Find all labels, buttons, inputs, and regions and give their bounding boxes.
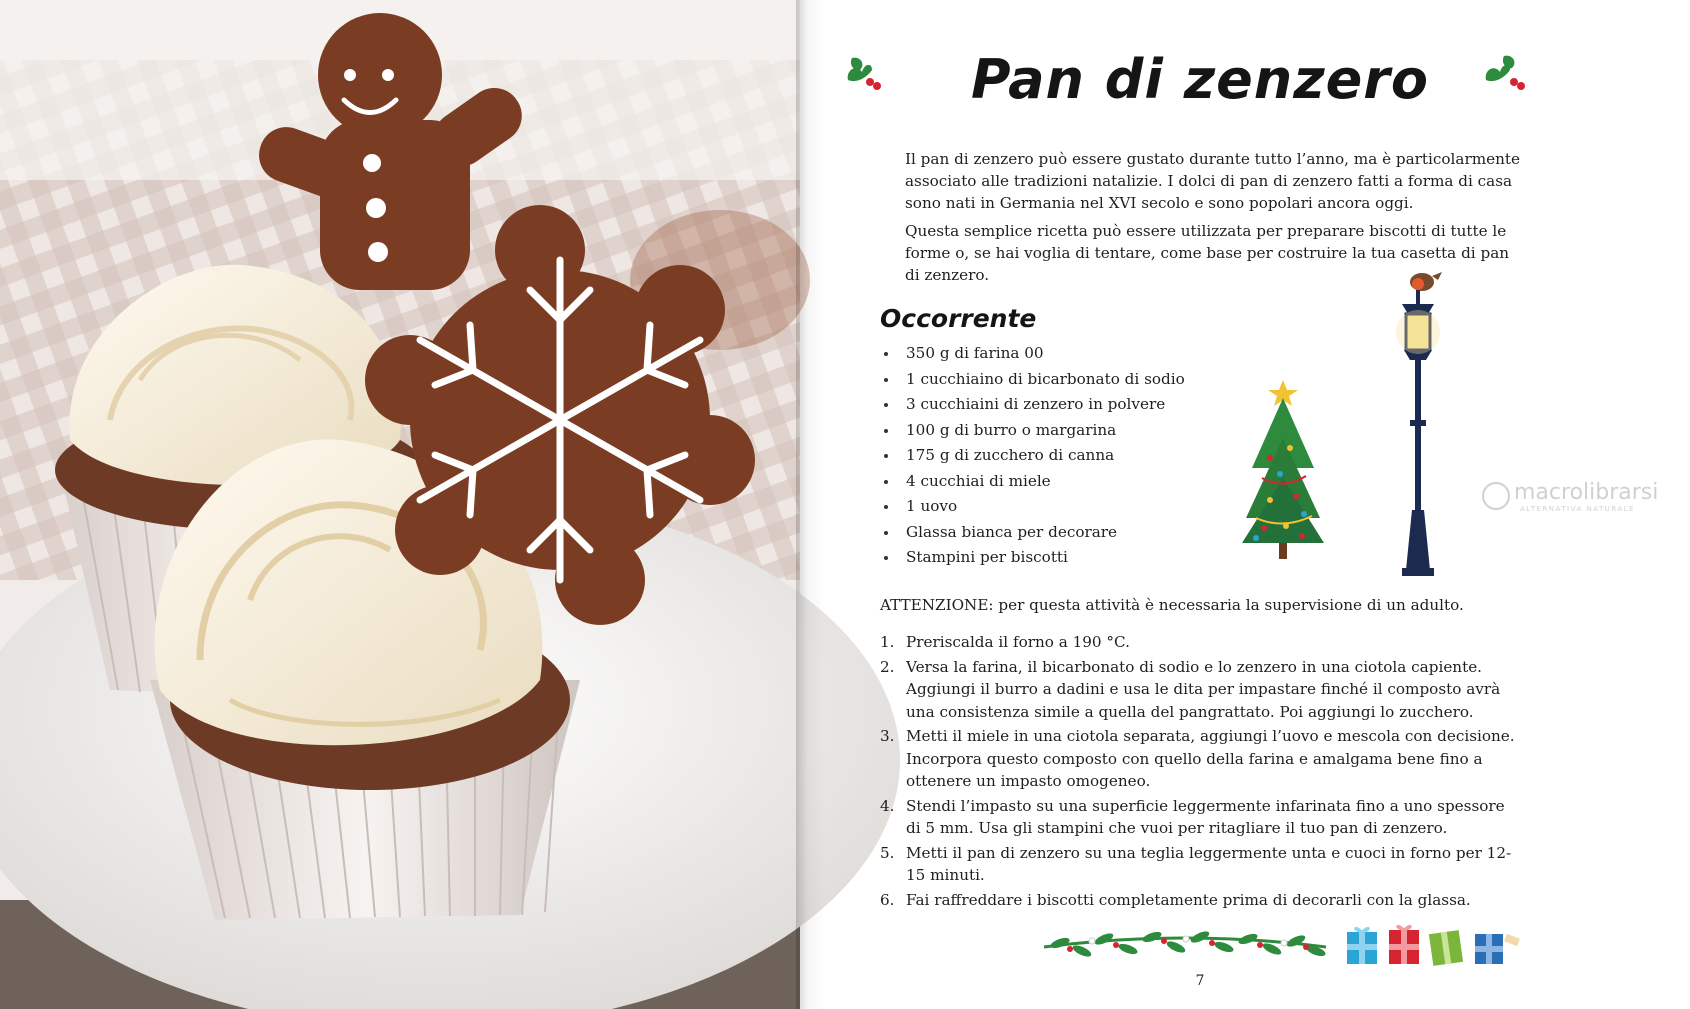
page-number: 7 — [1195, 973, 1205, 989]
ingredient-text: Glassa bianca per decorare — [906, 522, 1118, 541]
step-text: Versa la farina, il bicarbonato di sodio e lo zenzero in una ciotola capiente. Aggiungi il burro a dadini e usa le dita per impastare finché il composto avrà una consistenza simile a quella del pangrattato. Poi aggiungi lo zucchero. — [906, 657, 1501, 721]
bullet-icon — [884, 556, 888, 560]
step-text: Preriscalda il forno a 190 °C. — [906, 633, 1130, 651]
ingredient-item — [880, 520, 1185, 546]
cupcake-photo — [0, 0, 800, 1009]
step-item — [880, 889, 1520, 912]
ingredient-text: 4 cucchiai di miele — [906, 471, 1051, 490]
ingredient-text: 175 g di zucchero di canna — [906, 446, 1115, 464]
watermark-tagline: ALTERNATIVA NATURALE — [1520, 505, 1636, 513]
ingredient-text: 100 g di burro o margarina — [906, 420, 1117, 439]
watermark-logo-icon — [1482, 482, 1510, 510]
step-item — [880, 725, 1520, 793]
bullet-icon — [884, 352, 888, 356]
cupcake-illustration — [0, 0, 800, 1009]
watermark-name: macrolibrarsi — [1514, 480, 1659, 505]
ingredient-item — [880, 418, 1185, 444]
ingredient-text: 350 g di farina 00 — [906, 344, 1044, 362]
step-number: 1. — [880, 633, 895, 651]
christmas-tree-icon — [1240, 378, 1326, 562]
recipe-page — [800, 0, 1659, 1009]
bullet-icon — [884, 403, 888, 407]
intro-paragraph: Questa semplice ricetta può essere utilizzata per preparare biscotti di tutte le forme o, se hai voglia di tentare, come base per costruire la tua casetta di pan di zenzero. — [905, 222, 1510, 284]
bullet-icon — [884, 378, 888, 382]
step-text: Stendi l’impasto su una superficie leggermente infarinata fino a uno spessore di 5 mm. Usa gli stampini che vuoi per ritagliare il tuo pan di zenzero. — [906, 796, 1505, 837]
ingredient-text: Stampini per biscotti — [906, 548, 1068, 566]
bullet-icon — [884, 531, 888, 535]
ingredient-item — [880, 443, 1185, 469]
steps-list — [880, 631, 1520, 913]
page-title: Pan di zenzero — [970, 48, 1430, 111]
ingredient-text: 1 uovo — [906, 497, 958, 515]
ingredient-item — [880, 341, 1185, 367]
garland-icon — [1040, 925, 1330, 971]
step-number: 6. — [880, 890, 895, 909]
step-number: 3. — [880, 727, 895, 745]
street-lamp-icon — [1388, 270, 1448, 588]
step-item — [880, 842, 1520, 887]
bullet-icon — [884, 480, 888, 484]
ingredients-list — [880, 341, 1185, 571]
bullet-icon — [884, 454, 888, 458]
ingredient-item — [880, 367, 1185, 393]
gift-icon — [1345, 922, 1525, 968]
ingredient-text: 1 cucchiaino di bicarbonato di sodio — [906, 369, 1185, 388]
step-item — [880, 656, 1520, 724]
watermark — [1480, 480, 1690, 513]
step-item — [880, 795, 1520, 840]
ingredient-text: 3 cucchiaini di zenzero in polvere — [906, 395, 1166, 413]
step-text: Metti il miele in una ciotola separata, aggiungi l’uovo e mescola con decisione. Incorpora questo composto con quello della farina e amalgama bene fino a ottenere un impasto omogeneo. — [906, 727, 1515, 790]
step-number: 4. — [880, 796, 895, 815]
robin-icon — [1410, 272, 1442, 291]
step-number: 2. — [880, 657, 895, 676]
step-text: Fai raffreddare i biscotti completamente prima di decorarli con la glassa. — [906, 890, 1471, 909]
ingredient-item — [880, 469, 1185, 495]
supervision-warning: ATTENZIONE: per questa attività è necessaria la supervisione di un adulto. — [880, 596, 1464, 614]
ingredient-item — [880, 494, 1185, 520]
ingredients-heading: Occorrente — [880, 304, 1037, 333]
ingredient-item — [880, 392, 1185, 418]
bullet-icon — [884, 505, 888, 509]
intro-paragraph: Il pan di zenzero può essere gustato durante tutto l’anno, ma è particolarmente associato alle tradizioni natalizie. I dolci di pan di zenzero fatti a forma di casa sono nati in Germania nel XVI secolo e sono popolari ancora oggi. — [905, 150, 1520, 212]
step-text: Metti il pan di zenzero su una teglia leggermente unta e cuoci in forno per 12-15 minuti. — [906, 843, 1512, 884]
step-number: 5. — [880, 843, 895, 862]
step-item — [880, 631, 1520, 654]
bullet-icon — [884, 429, 888, 433]
ingredient-item — [880, 545, 1185, 571]
